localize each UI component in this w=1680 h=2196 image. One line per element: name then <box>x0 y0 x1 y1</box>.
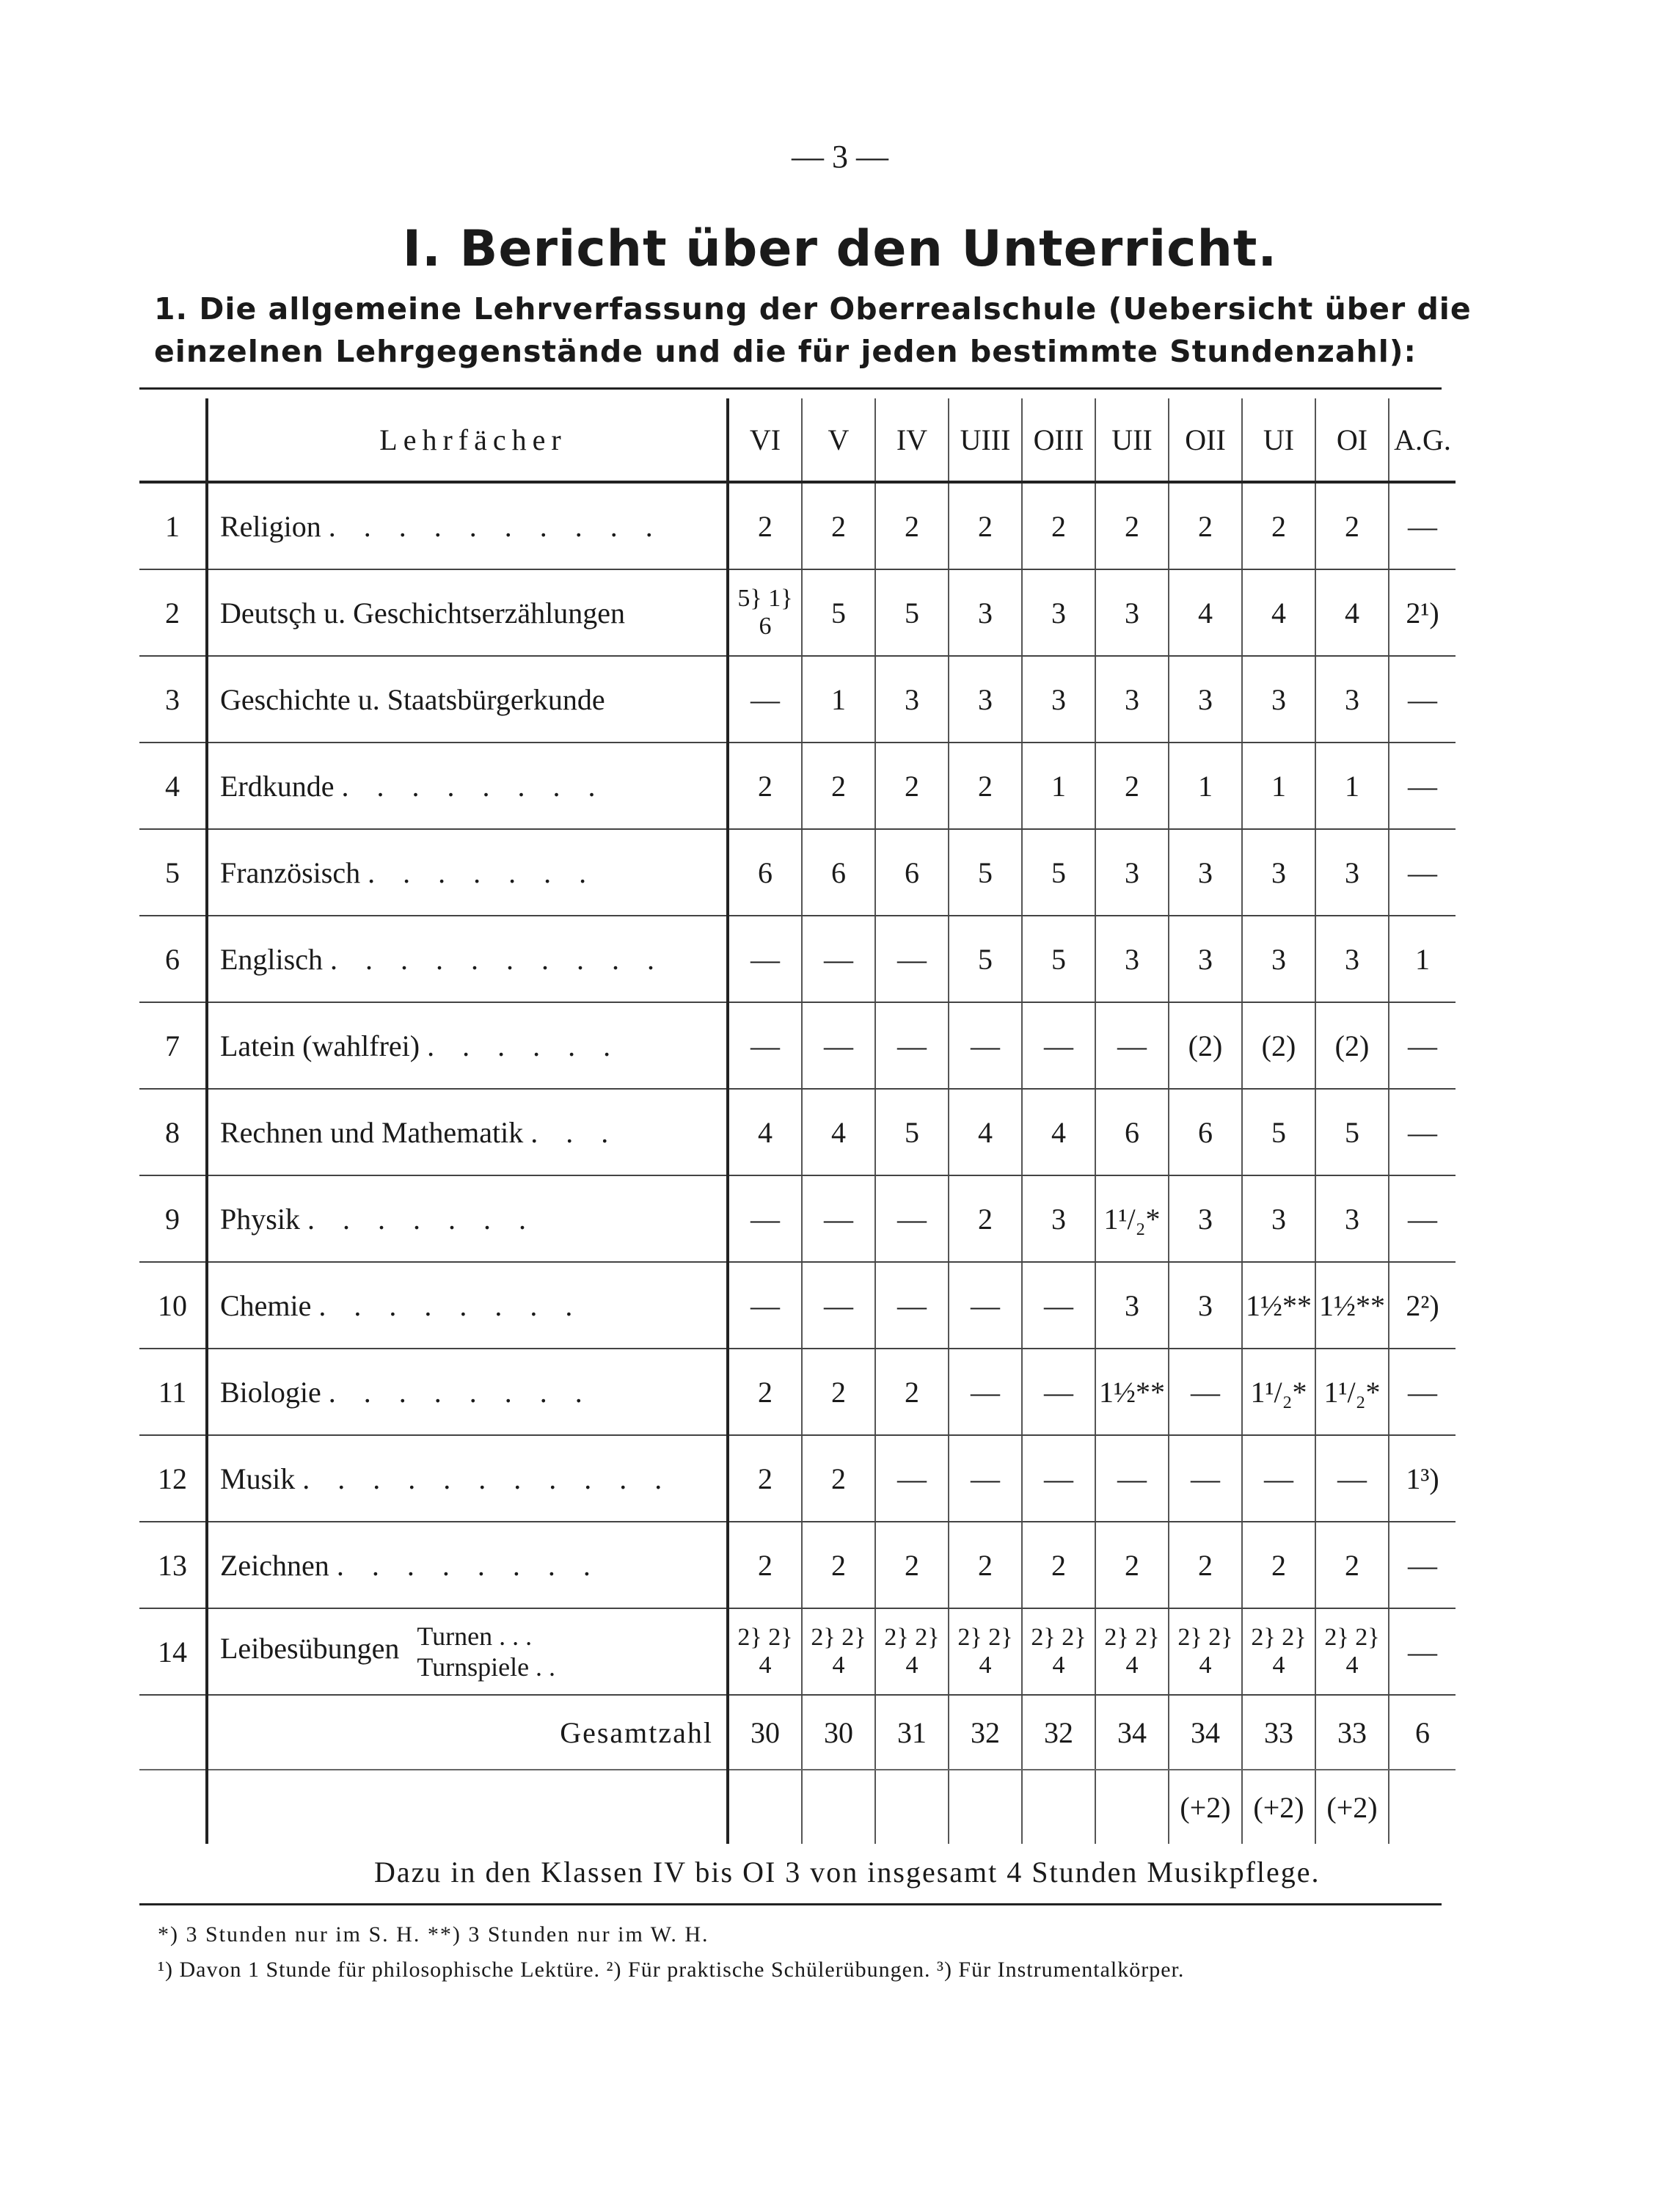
total-label: Gesamtzahl <box>207 1695 728 1770</box>
hours-cell: 4 <box>728 1089 802 1175</box>
row-number: 2 <box>139 569 207 656</box>
total-cell: 30 <box>728 1695 802 1770</box>
hours-cell: 2 <box>875 743 949 829</box>
hours-cell: 4 <box>1022 1089 1095 1175</box>
subject-cell <box>207 569 728 656</box>
subject-cell <box>207 1002 728 1089</box>
hours-cell: — <box>1242 1435 1315 1522</box>
row-number: 14 <box>139 1608 207 1695</box>
extra-cell <box>875 1770 949 1844</box>
row-number: 6 <box>139 916 207 1002</box>
hours-cell: 3 <box>1022 1175 1095 1262</box>
total-number-cell <box>139 1695 207 1770</box>
hours-cell: — <box>949 1349 1022 1435</box>
hours-cell: 3 <box>1242 829 1315 916</box>
hours-cell: 2 <box>875 1522 949 1608</box>
hours-cell: 2} 2} 4 <box>1095 1608 1169 1695</box>
total-cell: 33 <box>1315 1695 1389 1770</box>
subject-cell <box>207 482 728 569</box>
row-number: 9 <box>139 1175 207 1262</box>
hours-cell: — <box>1389 829 1456 916</box>
hours-cell: 1³) <box>1389 1435 1456 1522</box>
hours-cell: 2} 2} 4 <box>875 1608 949 1695</box>
header-grade: OII <box>1169 398 1242 482</box>
hours-cell: (2) <box>1242 1002 1315 1089</box>
hours-cell: 4 <box>1242 569 1315 656</box>
header-grade: VI <box>728 398 802 482</box>
hours-cell: 5 <box>1022 829 1095 916</box>
leader-dots: . . . . . . . . . . <box>329 942 665 976</box>
hours-cell: — <box>875 1175 949 1262</box>
section-subtitle: 1. Die allgemeine Lehrverfassung der Oberrealschule (Uebersicht über die einzelnen Lehrgegenstände und die für jeden bestimmte Stundenzahl): <box>154 291 1472 369</box>
hours-cell: — <box>1389 482 1456 569</box>
subject-name: Geschichte u. Staatsbürgerkunde <box>220 682 605 716</box>
hours-cell: 5 <box>875 1089 949 1175</box>
hours-cell: — <box>728 1262 802 1349</box>
hours-cell: — <box>1389 1175 1456 1262</box>
hours-cell: — <box>1169 1435 1242 1522</box>
subject-cell <box>207 1089 728 1175</box>
hours-cell: 3 <box>1095 916 1169 1002</box>
leader-dots: . . . . . . . <box>368 856 597 889</box>
subject-cell <box>207 916 728 1002</box>
hours-cell: — <box>728 916 802 1002</box>
hours-cell: 2 <box>1022 1522 1095 1608</box>
hours-cell: 2} 2} 4 <box>728 1608 802 1695</box>
hours-cell: 2 <box>875 1349 949 1435</box>
subject-name: Biologie <box>220 1375 321 1409</box>
hours-cell: 2} 2} 4 <box>1169 1608 1242 1695</box>
table-row <box>139 569 1456 656</box>
hours-cell: 3 <box>1315 829 1389 916</box>
page-number: — 3 — <box>792 139 888 175</box>
hours-cell: — <box>802 1002 875 1089</box>
row-number: 10 <box>139 1262 207 1349</box>
hours-cell: 2 <box>875 482 949 569</box>
hours-cell: — <box>1022 1435 1095 1522</box>
table-row <box>139 1608 1456 1695</box>
hours-cell: 3 <box>1095 829 1169 916</box>
hours-cell: 2 <box>1242 1522 1315 1608</box>
row-number: 11 <box>139 1349 207 1435</box>
hours-cell: — <box>875 1002 949 1089</box>
hours-cell: 1¹/₂* <box>1242 1349 1315 1435</box>
total-cell: 34 <box>1169 1695 1242 1770</box>
hours-cell: 3 <box>1022 569 1095 656</box>
table-header-row <box>139 398 1456 482</box>
hours-cell: (2) <box>1315 1002 1389 1089</box>
extra-number-cell <box>139 1770 207 1844</box>
subject-name: Englisch <box>220 942 323 976</box>
hours-cell: 3 <box>1095 569 1169 656</box>
hours-cell: 5 <box>1242 1089 1315 1175</box>
leader-dots: . . . . . . . . <box>341 769 606 803</box>
table-row <box>139 743 1456 829</box>
subject-cell <box>207 743 728 829</box>
hours-cell: 2} 2} 4 <box>802 1608 875 1695</box>
hours-cell: — <box>949 1262 1022 1349</box>
subject-name: Religion <box>220 509 321 543</box>
hours-cell: — <box>1389 743 1456 829</box>
row-number: 8 <box>139 1089 207 1175</box>
subject-name: Deutsçh u. Geschichtserzählungen <box>220 596 626 630</box>
hours-cell: 2 <box>949 1175 1022 1262</box>
hours-cell: 3 <box>1315 656 1389 743</box>
hours-cell: 2 <box>949 1522 1022 1608</box>
hours-cell: 5 <box>1315 1089 1389 1175</box>
subject-cell <box>207 656 728 743</box>
hours-cell: 2 <box>802 482 875 569</box>
hours-cell: — <box>728 1175 802 1262</box>
hours-cell: 1 <box>1169 743 1242 829</box>
subject-name: Zeichnen <box>220 1548 329 1582</box>
extra-cell: (+2) <box>1169 1770 1242 1844</box>
hours-cell: 2} 2} 4 <box>1315 1608 1389 1695</box>
header-grade: V <box>802 398 875 482</box>
table-top-rule <box>139 387 1442 390</box>
subject-cell <box>207 1522 728 1608</box>
hours-cell: 1½** <box>1095 1349 1169 1435</box>
hours-cell: 2 <box>1095 1522 1169 1608</box>
hours-cell: 5 <box>1022 916 1095 1002</box>
hours-cell: — <box>802 1262 875 1349</box>
total-row <box>139 1695 1456 1770</box>
header-grade: UIII <box>949 398 1022 482</box>
extra-cell: (+2) <box>1242 1770 1315 1844</box>
subject-name: Physik <box>220 1202 300 1236</box>
sub-item: Turnspiele . . <box>417 1652 556 1682</box>
page-title: I. Bericht über den Unterricht. <box>402 220 1278 278</box>
hours-cell: — <box>1022 1262 1095 1349</box>
total-cell: 32 <box>949 1695 1022 1770</box>
total-cell: 31 <box>875 1695 949 1770</box>
hours-cell: 2 <box>802 1435 875 1522</box>
hours-cell: — <box>802 1175 875 1262</box>
hours-cell: 3 <box>875 656 949 743</box>
hours-cell: 3 <box>1095 1262 1169 1349</box>
total-cell: 32 <box>1022 1695 1095 1770</box>
hours-cell: 3 <box>1242 656 1315 743</box>
extra-cell <box>949 1770 1022 1844</box>
hours-cell: — <box>1389 1522 1456 1608</box>
header-grade: UII <box>1095 398 1169 482</box>
footnote-1: *) 3 Stunden nur im S. H. **) 3 Stunden nur im W. H. <box>158 1922 709 1947</box>
hours-cell: 2 <box>728 743 802 829</box>
subject-name: Leibesübungen <box>220 1632 400 1666</box>
header-number-cell <box>139 398 207 482</box>
table-row <box>139 1349 1456 1435</box>
hours-cell: — <box>802 916 875 1002</box>
leader-dots: . . . . . . . . <box>336 1548 601 1582</box>
header-grade: IV <box>875 398 949 482</box>
hours-cell: (2) <box>1169 1002 1242 1089</box>
row-number: 5 <box>139 829 207 916</box>
hours-cell: 2 <box>1169 482 1242 569</box>
row-number: 12 <box>139 1435 207 1522</box>
hours-cell: 3 <box>1315 916 1389 1002</box>
hours-cell: 3 <box>1169 1262 1242 1349</box>
hours-cell: 2 <box>802 743 875 829</box>
hours-cell: — <box>1095 1002 1169 1089</box>
header-grade: OI <box>1315 398 1389 482</box>
hours-cell: 5} 1} 6 <box>728 569 802 656</box>
hours-cell: — <box>875 916 949 1002</box>
hours-cell: 2 <box>802 1522 875 1608</box>
hours-cell: 5 <box>949 829 1022 916</box>
header-grade: OIII <box>1022 398 1095 482</box>
hours-cell: 5 <box>802 569 875 656</box>
subject-cell <box>207 1435 728 1522</box>
subject-cell <box>207 1349 728 1435</box>
table-row <box>139 1262 1456 1349</box>
subject-cell <box>207 829 728 916</box>
hours-cell: 3 <box>1315 1175 1389 1262</box>
hours-cell: 2 <box>728 1435 802 1522</box>
hours-cell: 1 <box>1315 743 1389 829</box>
row-number: 7 <box>139 1002 207 1089</box>
hours-cell: 1 <box>1022 743 1095 829</box>
hours-cell: 2 <box>1095 743 1169 829</box>
table-row <box>139 656 1456 743</box>
subject-name: Rechnen und Mathematik <box>220 1115 524 1149</box>
sub-item: Turnen . . . <box>417 1622 533 1651</box>
hours-cell: 2¹) <box>1389 569 1456 656</box>
row-number: 4 <box>139 743 207 829</box>
hours-cell: — <box>949 1002 1022 1089</box>
hours-cell: 4 <box>949 1089 1022 1175</box>
hours-cell: 4 <box>802 1089 875 1175</box>
hours-cell: 1½** <box>1242 1262 1315 1349</box>
hours-cell: 3 <box>949 656 1022 743</box>
hours-cell: — <box>1022 1349 1095 1435</box>
leader-dots: . . . . . . . . . . . <box>302 1462 673 1495</box>
hours-cell: 1½** <box>1315 1262 1389 1349</box>
leader-dots: . . . . . . <box>427 1029 621 1062</box>
hours-cell: — <box>728 656 802 743</box>
hours-cell: 6 <box>1095 1089 1169 1175</box>
extra-cell <box>1095 1770 1169 1844</box>
table-body <box>139 482 1456 1695</box>
table-row <box>139 482 1456 569</box>
subject-name: Musik <box>220 1462 296 1495</box>
hours-cell: 5 <box>949 916 1022 1002</box>
extra-cell <box>728 1770 802 1844</box>
table-row <box>139 1522 1456 1608</box>
hours-cell: — <box>949 1435 1022 1522</box>
hours-cell: 2 <box>949 743 1022 829</box>
hours-cell: — <box>1389 1349 1456 1435</box>
subject-name: Latein (wahlfrei) <box>220 1029 420 1062</box>
footnote-rule <box>139 1903 1442 1905</box>
table-row <box>139 916 1456 1002</box>
subject-name: Erdkunde <box>220 769 335 803</box>
hours-cell: 3 <box>949 569 1022 656</box>
hours-cell: 6 <box>875 829 949 916</box>
table-row <box>139 1089 1456 1175</box>
hours-cell: 3 <box>1242 916 1315 1002</box>
hours-cell: 3 <box>1242 1175 1315 1262</box>
footnote-2: ¹) Davon 1 Stunde für philosophische Lektüre. ²) Für praktische Schülerübungen. ³) Für Instrumentalkörper. <box>158 1958 1185 1982</box>
hours-cell: 2 <box>728 482 802 569</box>
hours-cell: 2 <box>1242 482 1315 569</box>
table-row <box>139 1175 1456 1262</box>
hours-cell: 6 <box>802 829 875 916</box>
subject-cell <box>207 1262 728 1349</box>
subject-name: Französisch <box>220 856 361 889</box>
header-subject: Lehrfächer <box>207 398 728 482</box>
hours-cell: 2 <box>1315 1522 1389 1608</box>
leader-dots: . . . <box>530 1115 619 1149</box>
hours-cell: — <box>1389 1608 1456 1695</box>
extra-hours-row <box>139 1770 1456 1844</box>
hours-cell: 1 <box>1242 743 1315 829</box>
hours-cell: 1¹/₂* <box>1095 1175 1169 1262</box>
hours-cell: 6 <box>728 829 802 916</box>
hours-cell: — <box>1169 1349 1242 1435</box>
hours-cell: — <box>1095 1435 1169 1522</box>
hours-cell: 1 <box>802 656 875 743</box>
sub-items <box>417 1621 555 1682</box>
leader-dots: . . . . . . . <box>307 1202 536 1236</box>
hours-cell: 4 <box>1315 569 1389 656</box>
curriculum-table-wrap <box>139 387 1451 1844</box>
hours-cell: 2 <box>1022 482 1095 569</box>
hours-cell: — <box>1389 1089 1456 1175</box>
extra-cell: (+2) <box>1315 1770 1389 1844</box>
hours-cell: — <box>875 1262 949 1349</box>
hours-cell: 6 <box>1169 1089 1242 1175</box>
header-grade: A.G. <box>1389 398 1456 482</box>
hours-cell: 3 <box>1169 829 1242 916</box>
leader-dots: . . . . . . . . <box>328 1375 593 1409</box>
subject-cell <box>207 1608 728 1695</box>
hours-cell: 3 <box>1169 656 1242 743</box>
hours-cell: 1¹/₂* <box>1315 1349 1389 1435</box>
total-cell: 34 <box>1095 1695 1169 1770</box>
hours-cell: 2 <box>1315 482 1389 569</box>
hours-cell: 3 <box>1095 656 1169 743</box>
extra-cell <box>1389 1770 1456 1844</box>
subject-name: Chemie <box>220 1288 312 1322</box>
total-cell: 6 <box>1389 1695 1456 1770</box>
total-cell: 33 <box>1242 1695 1315 1770</box>
leader-dots: . . . . . . . . <box>318 1288 583 1322</box>
hours-cell: — <box>1022 1002 1095 1089</box>
row-number: 3 <box>139 656 207 743</box>
hours-cell: 3 <box>1169 1175 1242 1262</box>
hours-cell: 2 <box>1169 1522 1242 1608</box>
hours-cell: — <box>1389 1002 1456 1089</box>
hours-cell: 3 <box>1169 916 1242 1002</box>
musik-note: Dazu in den Klassen IV bis OI 3 von insgesamt 4 Stunden Musikpflege. <box>374 1856 1321 1889</box>
hours-cell: 2} 2} 4 <box>1242 1608 1315 1695</box>
total-cell: 30 <box>802 1695 875 1770</box>
hours-cell: 2 <box>949 482 1022 569</box>
extra-label-cell <box>207 1770 728 1844</box>
subject-cell <box>207 1175 728 1262</box>
table-row <box>139 829 1456 916</box>
hours-cell: — <box>728 1002 802 1089</box>
hours-cell: 5 <box>875 569 949 656</box>
hours-cell: — <box>1389 656 1456 743</box>
curriculum-table <box>139 398 1456 1844</box>
hours-cell: — <box>1315 1435 1389 1522</box>
hours-cell: 1 <box>1389 916 1456 1002</box>
hours-cell: — <box>875 1435 949 1522</box>
extra-cell <box>802 1770 875 1844</box>
hours-cell: 2 <box>802 1349 875 1435</box>
leader-dots: . . . . . . . . . . <box>328 509 663 543</box>
hours-cell: 3 <box>1022 656 1095 743</box>
table-row <box>139 1435 1456 1522</box>
hours-cell: 2 <box>1095 482 1169 569</box>
hours-cell: 2} 2} 4 <box>949 1608 1022 1695</box>
table-row <box>139 1002 1456 1089</box>
row-number: 13 <box>139 1522 207 1608</box>
hours-cell: 2} 2} 4 <box>1022 1608 1095 1695</box>
hours-cell: 2 <box>728 1522 802 1608</box>
row-number: 1 <box>139 482 207 569</box>
hours-cell: 2 <box>728 1349 802 1435</box>
hours-cell: 2²) <box>1389 1262 1456 1349</box>
extra-cell <box>1022 1770 1095 1844</box>
hours-cell: 4 <box>1169 569 1242 656</box>
header-grade: UI <box>1242 398 1315 482</box>
